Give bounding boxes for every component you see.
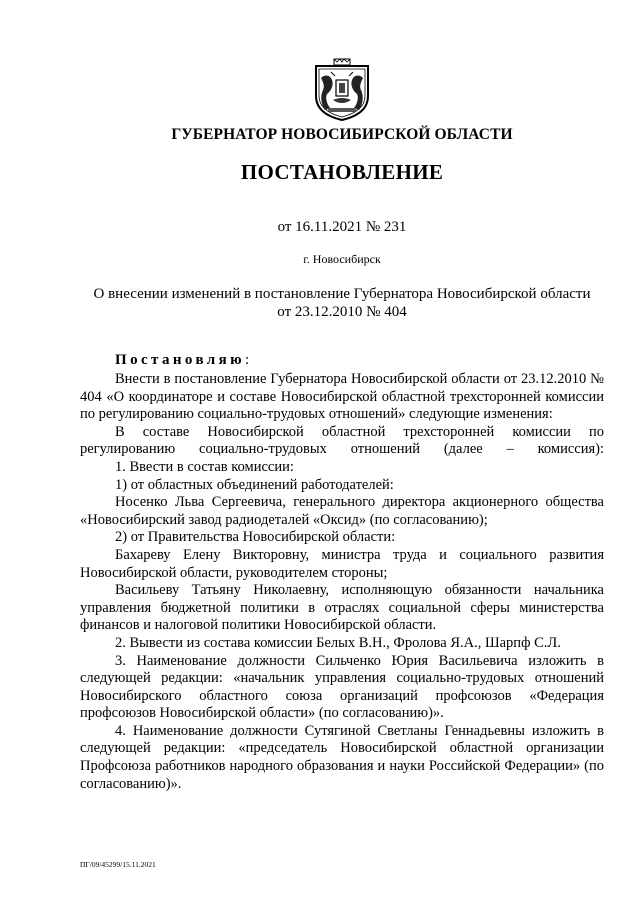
paragraph-4: 1) от областных объединений работодателей:: [115, 476, 394, 493]
issuing-authority: ГУБЕРНАТОР НОВОСИБИРСКОЙ ОБЛАСТИ: [171, 126, 513, 143]
document-type-title: ПОСТАНОВЛЕНИЕ: [240, 160, 444, 184]
decree-colon: :: [244, 352, 250, 368]
paragraph-7: Бахареву Елену Викторовну, министра труда и социального развития Новосибирской области, руководителем стороны;: [80, 546, 604, 581]
paragraph-8: Васильеву Татьяну Николаевну, исполняющую обязанности начальника управления бюджетной политики в отраслях социальной сферы министерства финансов и налоговой политики Новосибирской области.: [80, 582, 604, 634]
coat-of-arms-icon: [313, 58, 371, 122]
document-date-number: от 16.11.2021 № 231: [277, 219, 407, 235]
paragraph-11: 4. Наименование должности Сутягиной Светланы Геннадьевны изложить в следующей редакции: «председатель Новосибирской областной организации Профсоюза работников народного образования и науки Российской Федерации» (по согласованию)».: [80, 722, 604, 792]
decree-word-text: Постановляю: [115, 352, 245, 368]
subject-line-1: О внесении изменений в постановление Губернатора Новосибирской области: [93, 286, 591, 302]
subject-line-2: от 23.12.2010 № 404: [277, 304, 407, 320]
document-subject: [80, 285, 604, 321]
document-city: г. Новосибирск: [303, 252, 381, 266]
paragraph-10: 3. Наименование должности Сильченко Юрия Васильевича изложить в следующей редакции: «начальник управления социально-трудовых отношений Новосибирского областного союза организаций профсоюзов «Федерация профсоюзов Новосибирской области» (по согласованию)».: [80, 652, 604, 722]
document-body: [80, 371, 604, 793]
decree-word: [115, 352, 249, 369]
paragraph-6: 2) от Правительства Новосибирской области:: [115, 529, 396, 546]
paragraph-2: В составе Новосибирской областной трехсторонней комиссии по регулированию социально-трудовых отношений (далее – комиссия):: [80, 423, 604, 458]
paragraph-9: 2. Вывести из состава комиссии Белых В.Н., Фролова Я.А., Шарпф С.Л.: [115, 634, 561, 651]
paragraph-3: 1. Ввести в состав комиссии:: [115, 458, 294, 475]
paragraph-1: Внести в постановление Губернатора Новосибирской области от 23.12.2010 № 404 «О координаторе и составе Новосибирской областной трехсторонней комиссии по регулированию социально-трудовых отношений» следующие изменения:: [80, 371, 604, 423]
footer-document-code: ПГ/09/45299/15.11.2021: [80, 860, 156, 869]
paragraph-5: Носенко Льва Сергеевича, генерального директора акционерного общества «Новосибирский завод радиодеталей «Оксид» (по согласованию);: [80, 494, 604, 528]
